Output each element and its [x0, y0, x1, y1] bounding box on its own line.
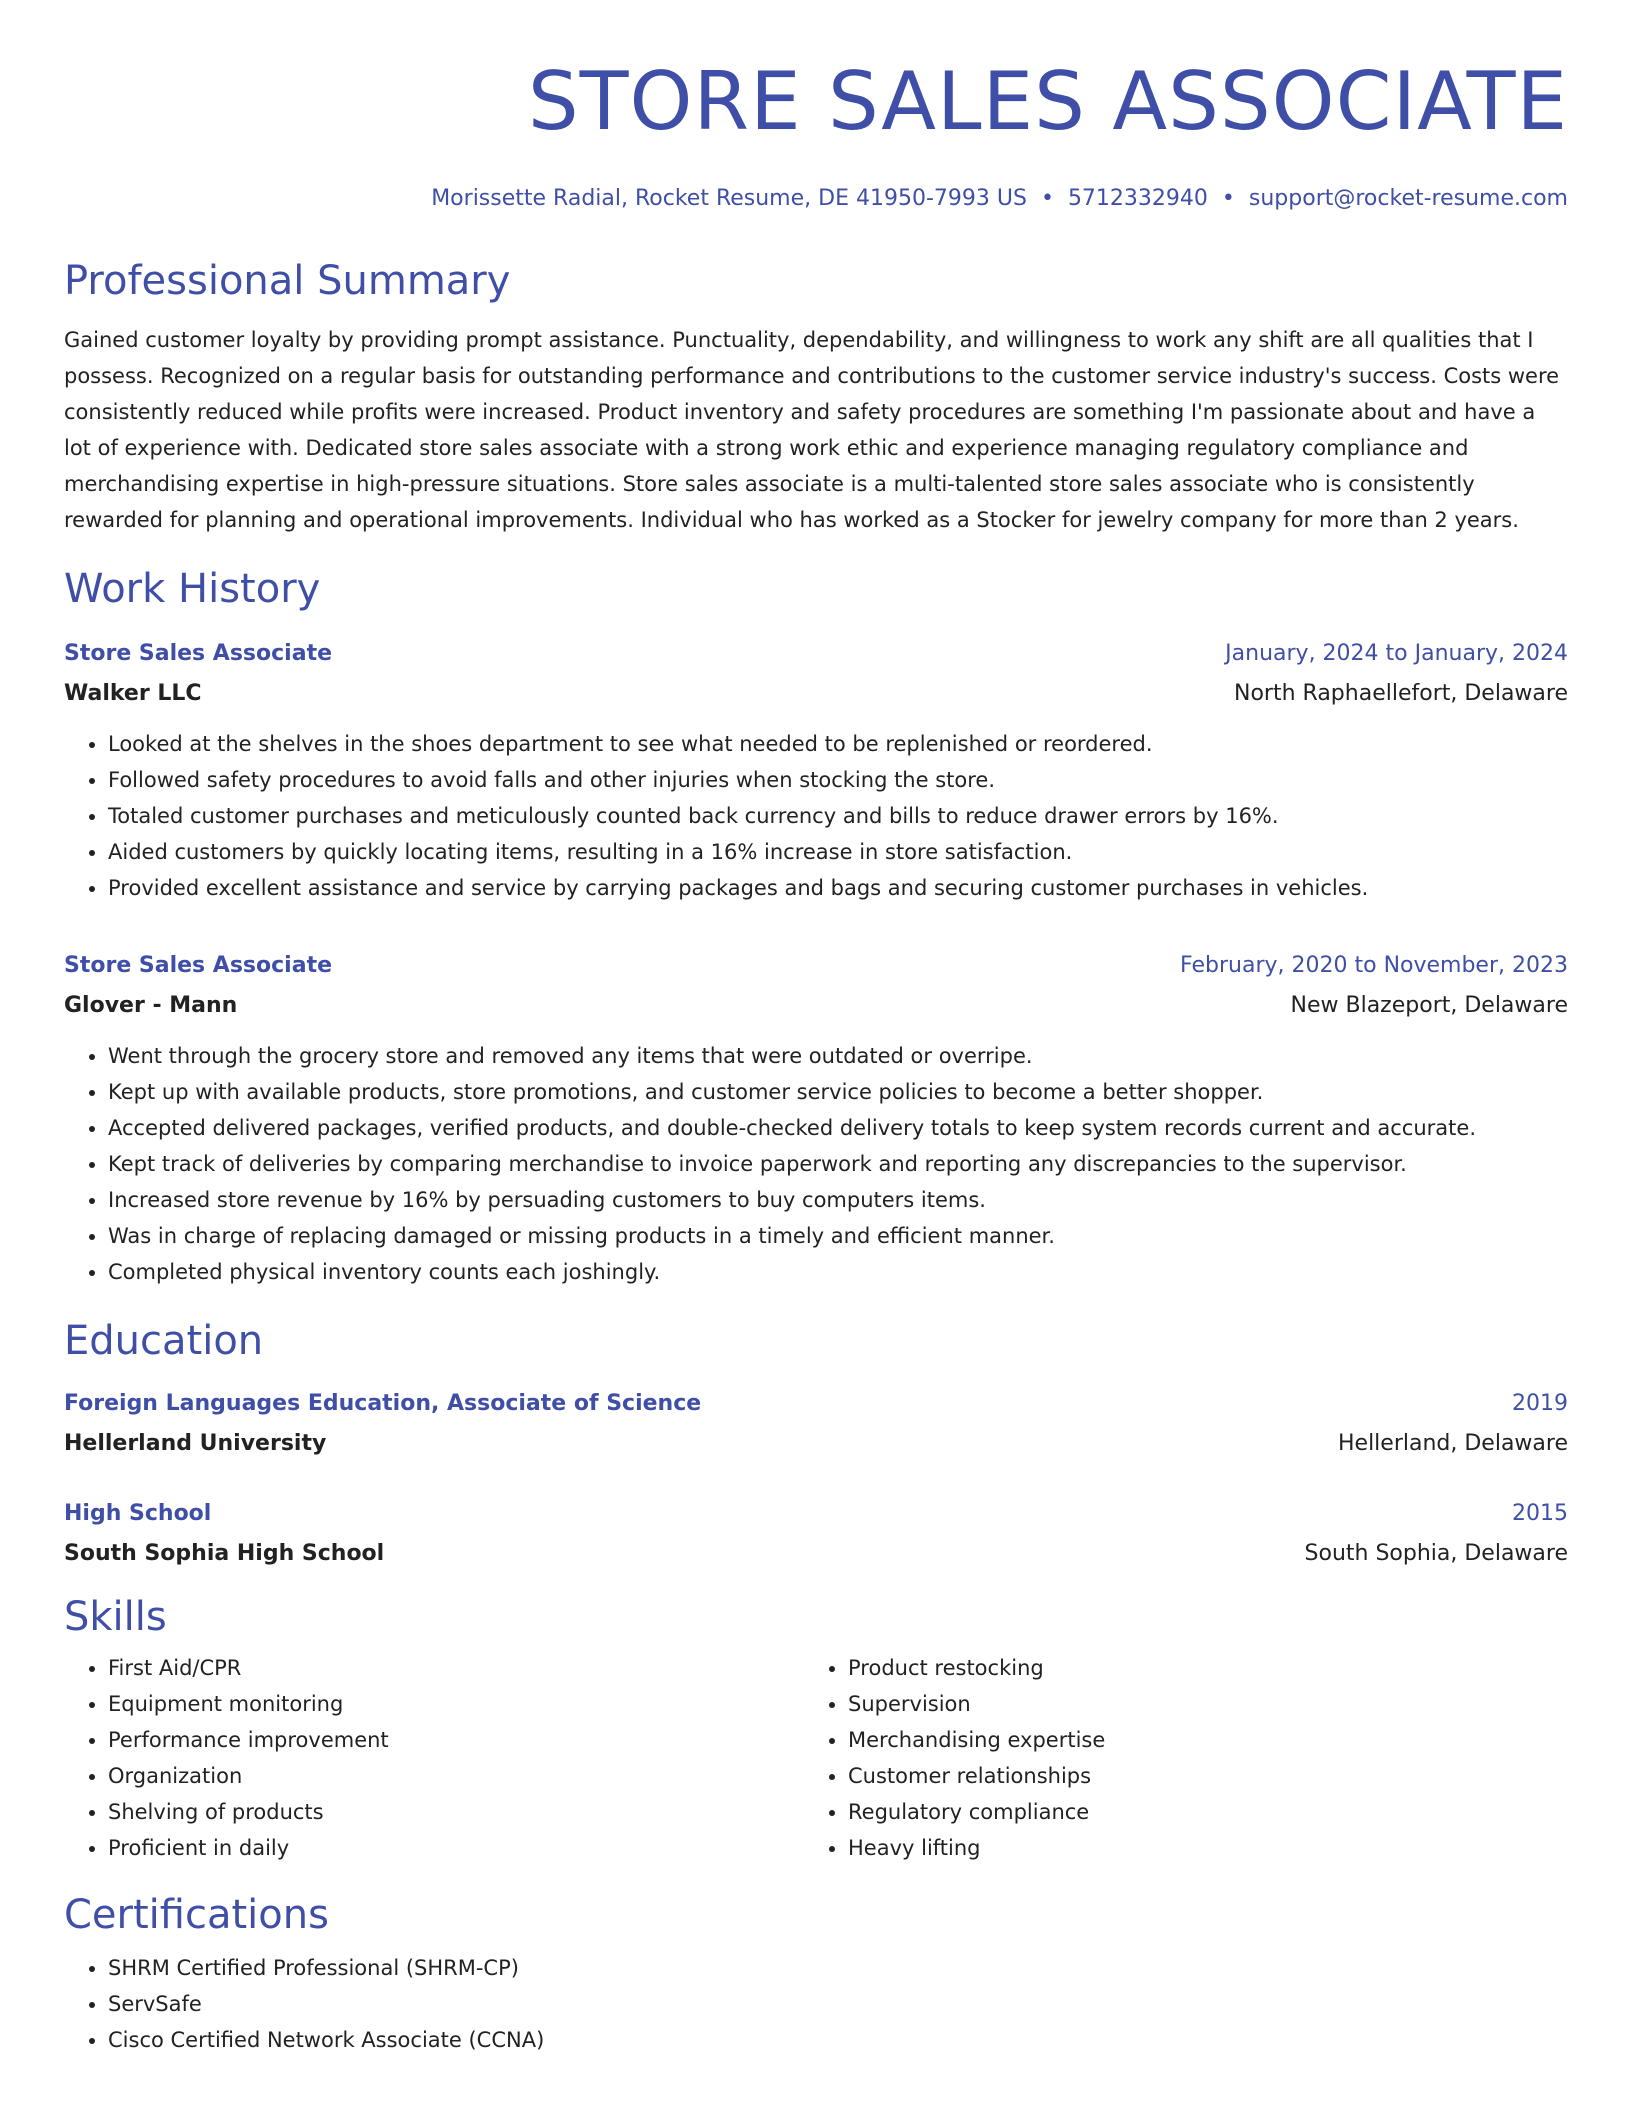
- summary-text: Gained customer loyalty by providing prompt assistance. Punctuality, dependability, and willingness to work any shift are all qualities that I possess. Recognized on a regular basis for outstanding performance and contributions to the customer service industry's success. Costs were consistently reduced while profits were increased. Product inventory and safety procedures are something I'm passionate about and have a lot of experience with. Dedicated store sales associate with a strong work ethic and experience managing regulatory compliance and merchandising expertise in high-pressure situations. Store sales associate is a multi-talented store sales associate who is consistently rewarded for planning and operational improvements. Individual who has worked as a Stocker for jewelry company for more than 2 years.: [64, 328, 1560, 532]
- skill-item: • Heavy lifting: [848, 1830, 1544, 1866]
- job-bullet: • Went through the grocery store and removed any items that were outdated or overripe.: [108, 1038, 1568, 1074]
- resume-page: [64, 0, 1568, 2058]
- job-entry: [64, 634, 1568, 906]
- section-title-work-history: Work History: [64, 566, 321, 612]
- education-entry: [64, 1384, 1568, 1464]
- certifications-list: [64, 1950, 1568, 2058]
- education-school: Hellerland University: [64, 1431, 327, 1456]
- skills-list-left: [64, 1650, 804, 1866]
- skill-item: • Organization: [108, 1758, 804, 1794]
- job-bullet: • Kept up with available products, store promotions, and customer service policies to become a better shopper.: [108, 1074, 1568, 1110]
- certification-item: • SHRM Certified Professional (SHRM-CP): [108, 1950, 1568, 1986]
- skill-item: • Proficient in daily: [108, 1830, 804, 1866]
- skill-item: • Shelving of products: [108, 1794, 804, 1830]
- job-role: Store Sales Associate: [64, 641, 333, 666]
- job-bullets: [64, 726, 1568, 906]
- job-company-row: [64, 986, 1568, 1026]
- job-dates: February, 2020 to November, 2023: [1180, 953, 1568, 978]
- education-location: South Sophia, Delaware: [1304, 1541, 1568, 1566]
- section-title-education: Education: [64, 1318, 264, 1364]
- job-company-row: [64, 674, 1568, 714]
- resume-name: STORE SALES ASSOCIATE: [527, 55, 1568, 148]
- skill-item: • Product restocking: [848, 1650, 1544, 1686]
- education-location: Hellerland, Delaware: [1337, 1431, 1568, 1456]
- job-bullet: • Provided excellent assistance and service by carrying packages and bags and securing customer purchases in vehicles.: [108, 870, 1568, 906]
- job-location: North Raphaellefort, Delaware: [1234, 681, 1568, 706]
- job-bullet: • Aided customers by quickly locating items, resulting in a 16% increase in store satisfaction.: [108, 834, 1568, 870]
- education-degree: Foreign Languages Education, Associate of Science: [64, 1391, 702, 1416]
- job-entry: [64, 946, 1568, 1290]
- contact-separator: •: [1040, 186, 1054, 211]
- job-bullet: • Accepted delivered packages, verified products, and double-checked delivery totals to keep system records current and accurate.: [108, 1110, 1568, 1146]
- job-header-row: [64, 946, 1568, 986]
- certification-item: • Cisco Certified Network Associate (CCNA): [108, 2022, 1568, 2058]
- job-role: Store Sales Associate: [64, 953, 333, 978]
- contact-phone: 5712332940: [1067, 186, 1208, 211]
- section-title-skills: Skills: [64, 1594, 167, 1640]
- section-title-certifications: Certifications: [64, 1892, 329, 1938]
- skill-item: • Customer relationships: [848, 1758, 1544, 1794]
- education-header-row: [64, 1494, 1568, 1534]
- job-bullet: • Totaled customer purchases and meticulously counted back currency and bills to reduce drawer errors by 16%.: [108, 798, 1568, 834]
- job-company: Glover - Mann: [64, 993, 238, 1018]
- job-bullet: • Kept track of deliveries by comparing merchandise to invoice paperwork and reporting any discrepancies to the supervisor.: [108, 1146, 1568, 1182]
- skills-list-right: [804, 1650, 1544, 1866]
- education-year: 2019: [1512, 1391, 1568, 1416]
- contact-separator: •: [1221, 186, 1235, 211]
- skill-item: • First Aid/CPR: [108, 1650, 804, 1686]
- certification-item: • ServSafe: [108, 1986, 1568, 2022]
- job-company: Walker LLC: [64, 681, 202, 706]
- job-bullet: • Completed physical inventory counts each joshingly.: [108, 1254, 1568, 1290]
- contact-address: Morissette Radial, Rocket Resume, DE 41950-7993 US: [431, 186, 1027, 211]
- skill-item: • Performance improvement: [108, 1722, 804, 1758]
- education-year: 2015: [1512, 1501, 1568, 1526]
- job-bullets: [64, 1038, 1568, 1290]
- section-title-summary: Professional Summary: [64, 258, 511, 304]
- education-header-row: [64, 1384, 1568, 1424]
- skill-item: • Regulatory compliance: [848, 1794, 1544, 1830]
- job-bullet: • Was in charge of replacing damaged or missing products in a timely and efficient manner.: [108, 1218, 1568, 1254]
- education-school: South Sophia High School: [64, 1541, 385, 1566]
- education-entry: [64, 1494, 1568, 1574]
- skill-item: • Supervision: [848, 1686, 1544, 1722]
- skill-item: • Equipment monitoring: [108, 1686, 804, 1722]
- job-bullet: • Increased store revenue by 16% by persuading customers to buy computers items.: [108, 1182, 1568, 1218]
- job-header-row: [64, 634, 1568, 674]
- resume-header: [64, 0, 1568, 216]
- education-school-row: [64, 1424, 1568, 1464]
- job-location: New Blazeport, Delaware: [1290, 993, 1568, 1018]
- education-school-row: [64, 1534, 1568, 1574]
- contact-line: [64, 182, 1568, 216]
- contact-email[interactable]: support@rocket-resume.com: [1248, 186, 1568, 211]
- job-bullet: • Looked at the shelves in the shoes department to see what needed to be replenished or reordered.: [108, 726, 1568, 762]
- skill-item: • Merchandising expertise: [848, 1722, 1544, 1758]
- job-bullet: • Followed safety procedures to avoid falls and other injuries when stocking the store.: [108, 762, 1568, 798]
- skills-columns: [64, 1650, 1568, 1866]
- job-dates: January, 2024 to January, 2024: [1225, 641, 1568, 666]
- education-degree: High School: [64, 1501, 212, 1526]
